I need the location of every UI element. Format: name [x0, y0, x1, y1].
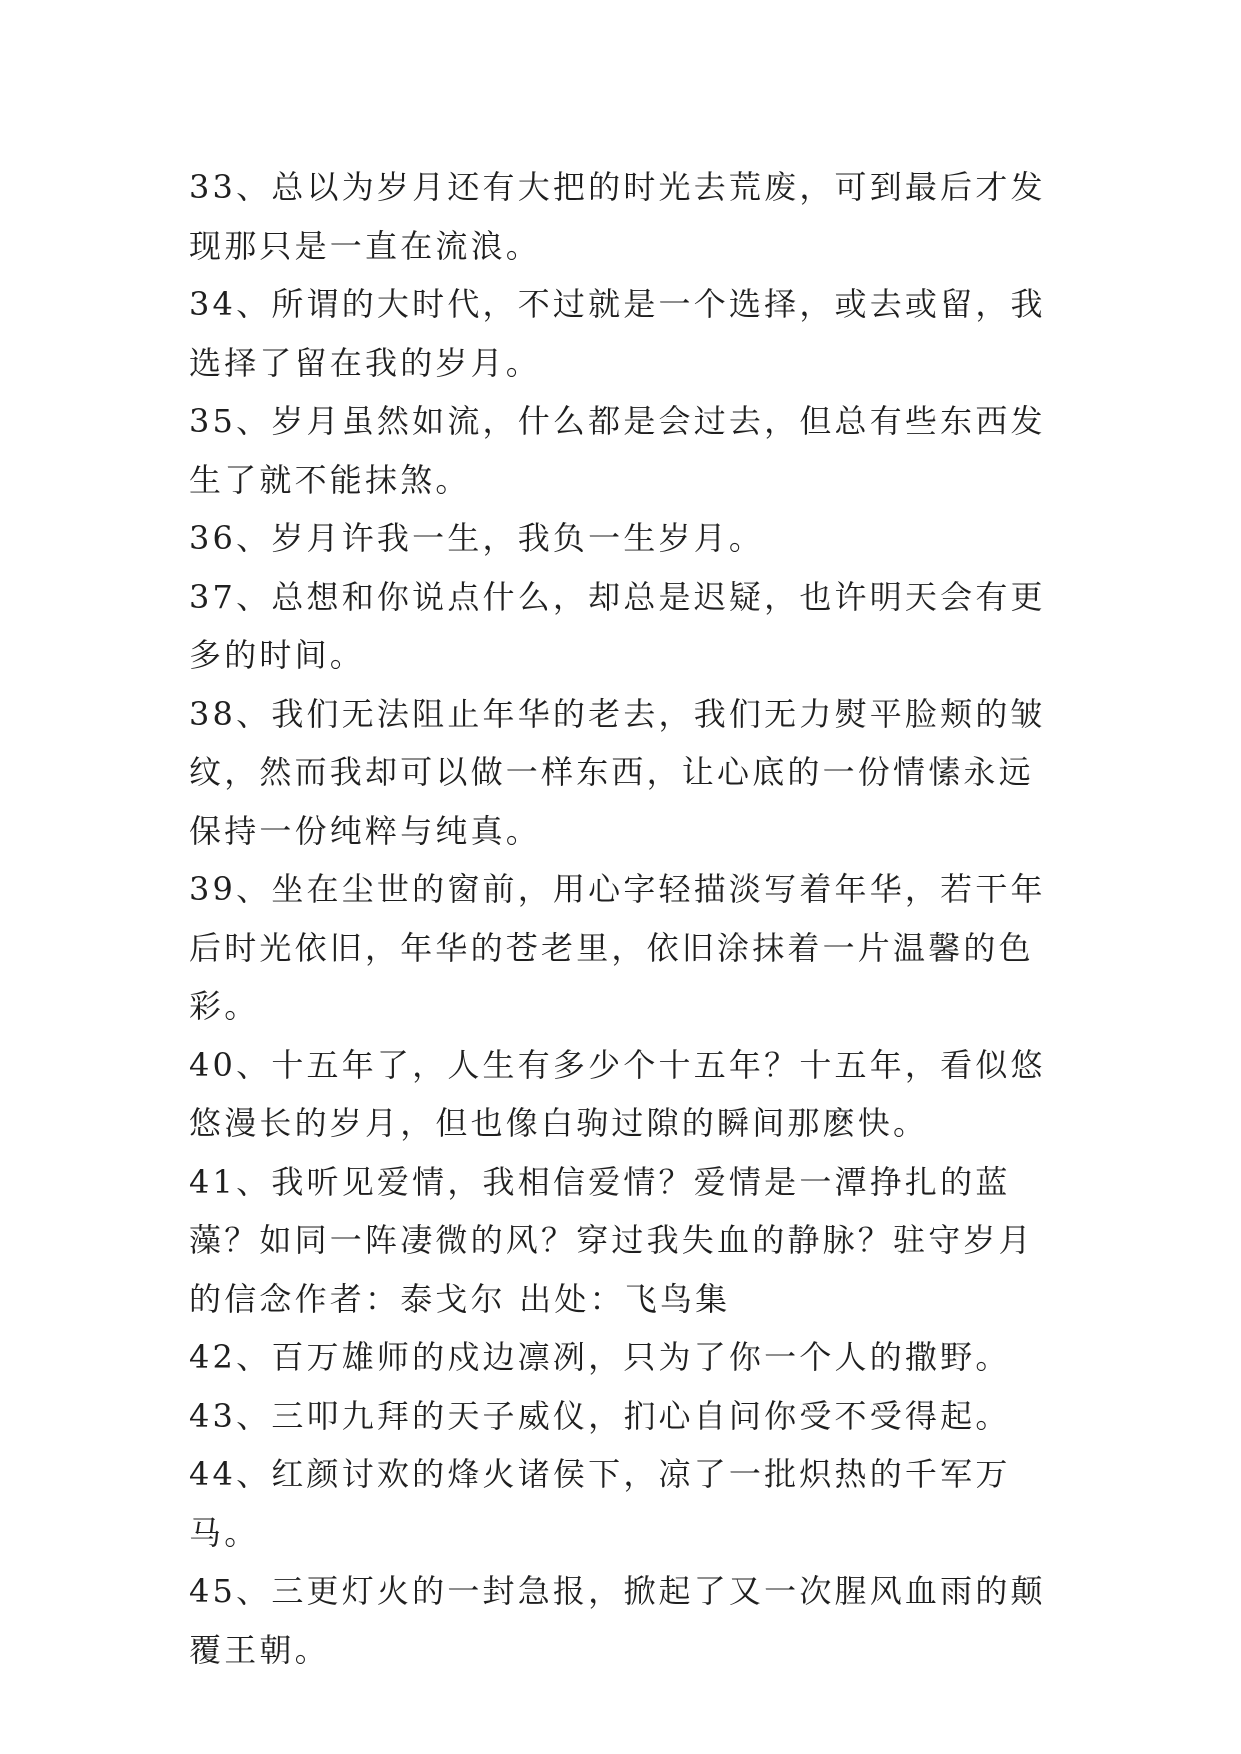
paragraph-40: 40、十五年了，人生有多少个十五年？十五年，看似悠悠漫长的岁月，但也像白驹过隙的瞬间那麽快。	[189, 1045, 1046, 1142]
paragraph-41: 41、我听见爱情，我相信爱情？爱情是一潭挣扎的蓝藻？如同一阵凄微的风？穿过我失血的静脉？驻守岁月的信念作者：泰戈尔 出处：飞鸟集	[189, 1162, 1034, 1318]
paragraph-39: 39、坐在尘世的窗前，用心字轻描淡写着年华，若干年后时光依旧，年华的苍老里，依旧涂抹着一片温馨的色彩。	[189, 870, 1046, 1025]
paragraph-43: 43、三叩九拜的天子威仪，扪心自问你受不受得起。	[189, 1396, 1011, 1435]
paragraph-42: 42、百万雄师的戍边凛冽，只为了你一个人的撒野。	[189, 1338, 1011, 1376]
document-body	[189, 158, 1059, 1679]
paragraph-38: 38、我们无法阻止年华的老去，我们无力熨平脸颊的皱纹，然而我却可以做一样东西，让心底的一份情愫永远保持一份纯粹与纯真。	[189, 694, 1046, 850]
paragraph-35: 35、岁月虽然如流，什么都是会过去，但总有些东西发生了就不能抹煞。	[189, 402, 1046, 499]
paragraph-33: 33、总以为岁月还有大把的时光去荒废，可到最后才发现那只是一直在流浪。	[189, 168, 1046, 265]
paragraph-37: 37、总想和你说点什么，却总是迟疑，也许明天会有更多的时间。	[189, 577, 1046, 674]
paragraph-44: 44、红颜讨欢的烽火诸侯下，凉了一批炽热的千军万马。	[189, 1455, 1011, 1552]
paragraph-45: 45、三更灯火的一封急报，掀起了又一次腥风血雨的颠覆王朝。	[189, 1572, 1046, 1669]
paragraph-34: 34、所谓的大时代，不过就是一个选择，或去或留，我选择了留在我的岁月。	[189, 285, 1046, 382]
paragraph-36: 36、岁月许我一生，我负一生岁月。	[189, 519, 765, 557]
